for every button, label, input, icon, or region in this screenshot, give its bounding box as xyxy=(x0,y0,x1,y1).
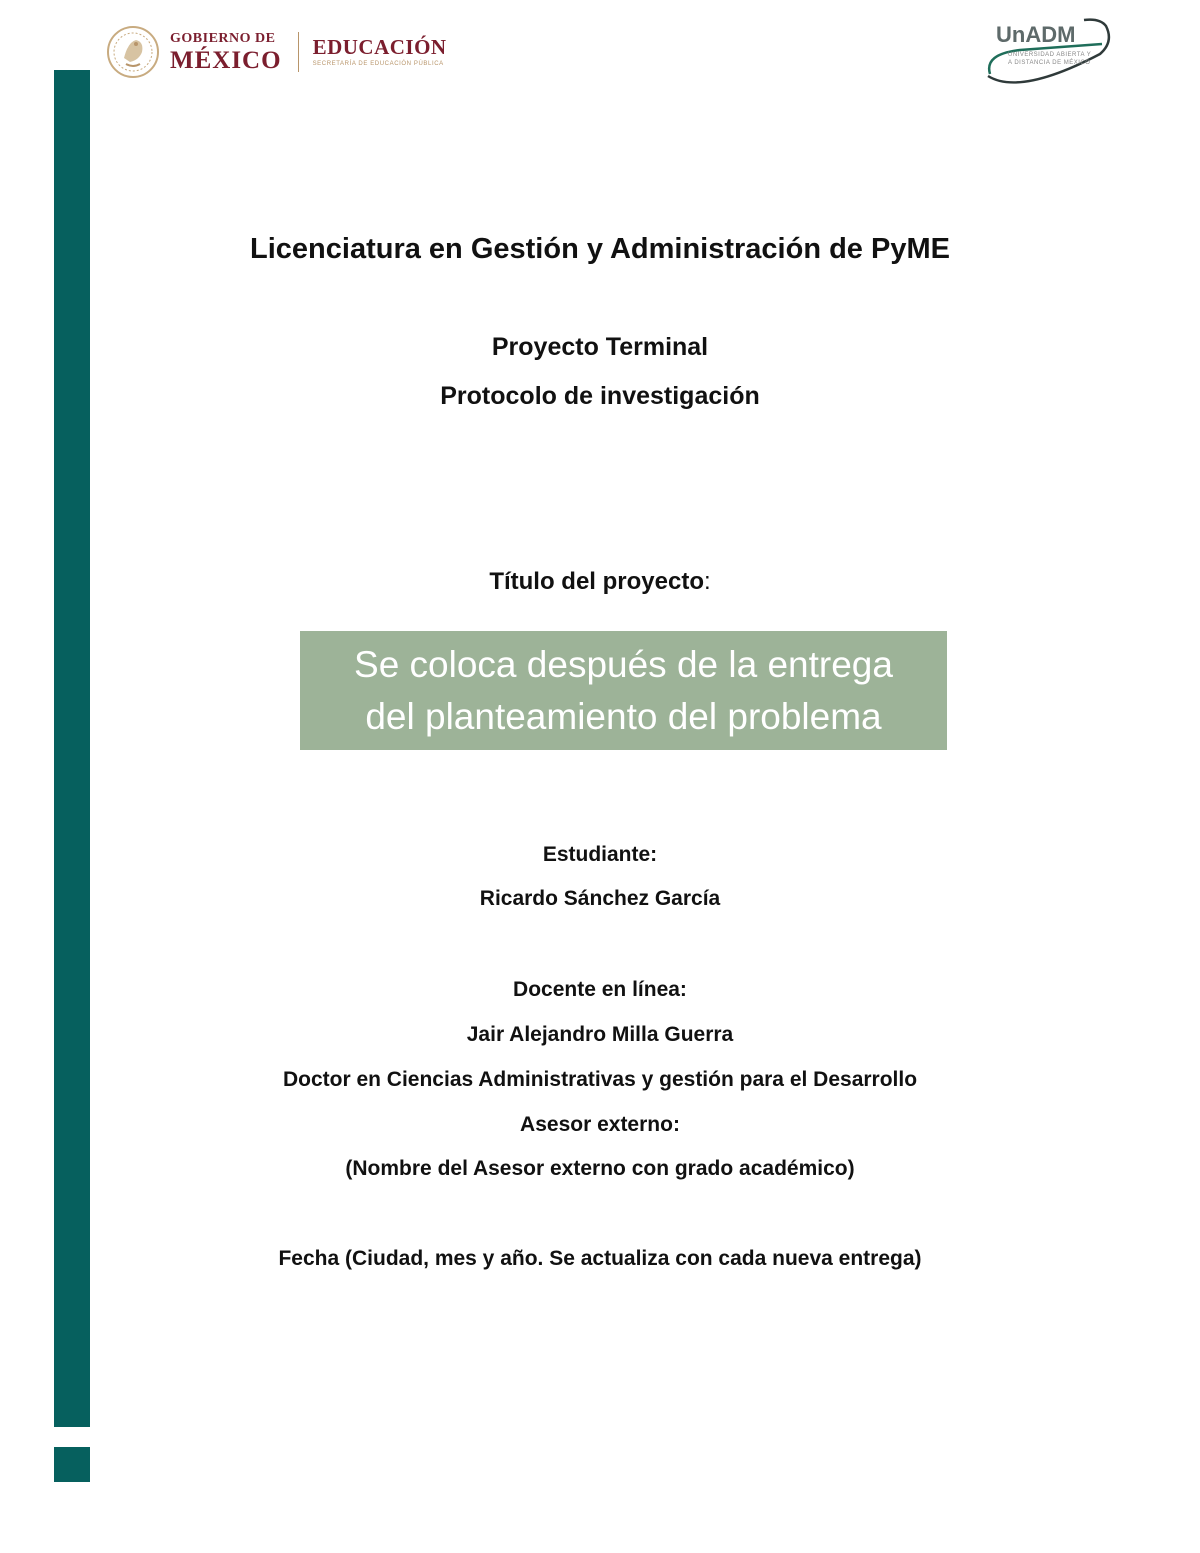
gov-line1: GOBIERNO DE xyxy=(170,30,276,46)
teacher-degree: Doctor en Ciencias Administrativas y gestión para el Desarrollo xyxy=(282,1068,918,1091)
teacher-name: Jair Alejandro Milla Guerra xyxy=(466,1023,734,1046)
unadm-logo xyxy=(980,14,1115,88)
title-label-row xyxy=(0,568,1200,596)
national-seal-icon xyxy=(106,24,160,80)
advisor-name: (Nombre del Asesor externo con grado académico) xyxy=(345,1157,855,1180)
teacher-label: Docente en línea: xyxy=(513,978,687,1001)
educacion-wordmark xyxy=(313,37,447,67)
unadm-sub2: A DISTANCIA DE MÉXICO xyxy=(1008,60,1091,66)
edu-title: EDUCACIÓN xyxy=(312,35,447,59)
date-line: Fecha (Ciudad, mes y año. Se actualiza con cada nueva entrega) xyxy=(278,1247,922,1270)
degree-heading: Licenciatura en Gestión y Administración de PyME xyxy=(250,233,950,265)
unadm-text: UnADM xyxy=(996,22,1076,47)
title-placeholder-line2: del planteamiento del problema xyxy=(365,695,882,737)
gobierno-logo xyxy=(106,24,447,80)
edu-subtitle: SECRETARÍA DE EDUCACIÓN PÚBLICA xyxy=(312,61,444,67)
gobierno-wordmark xyxy=(170,32,282,73)
gov-line2: MÉXICO xyxy=(170,46,282,74)
logo-divider xyxy=(298,32,299,72)
student-label: Estudiante: xyxy=(542,843,658,866)
student-name: Ricardo Sánchez García xyxy=(479,887,721,910)
sidebar-block xyxy=(54,1447,90,1482)
title-label: Título del proyecto xyxy=(489,568,704,595)
project-type: Proyecto Terminal xyxy=(491,333,709,361)
sidebar-stripe xyxy=(54,70,90,1427)
advisor-label: Asesor externo: xyxy=(520,1113,680,1136)
protocol-heading: Protocolo de investigación xyxy=(440,382,760,410)
unadm-sub1: UNIVERSIDAD ABIERTA Y xyxy=(1008,52,1092,58)
title-placeholder-box xyxy=(300,631,947,750)
title-placeholder-line1: Se coloca después de la entrega xyxy=(354,643,893,685)
title-label-colon: : xyxy=(704,568,711,595)
